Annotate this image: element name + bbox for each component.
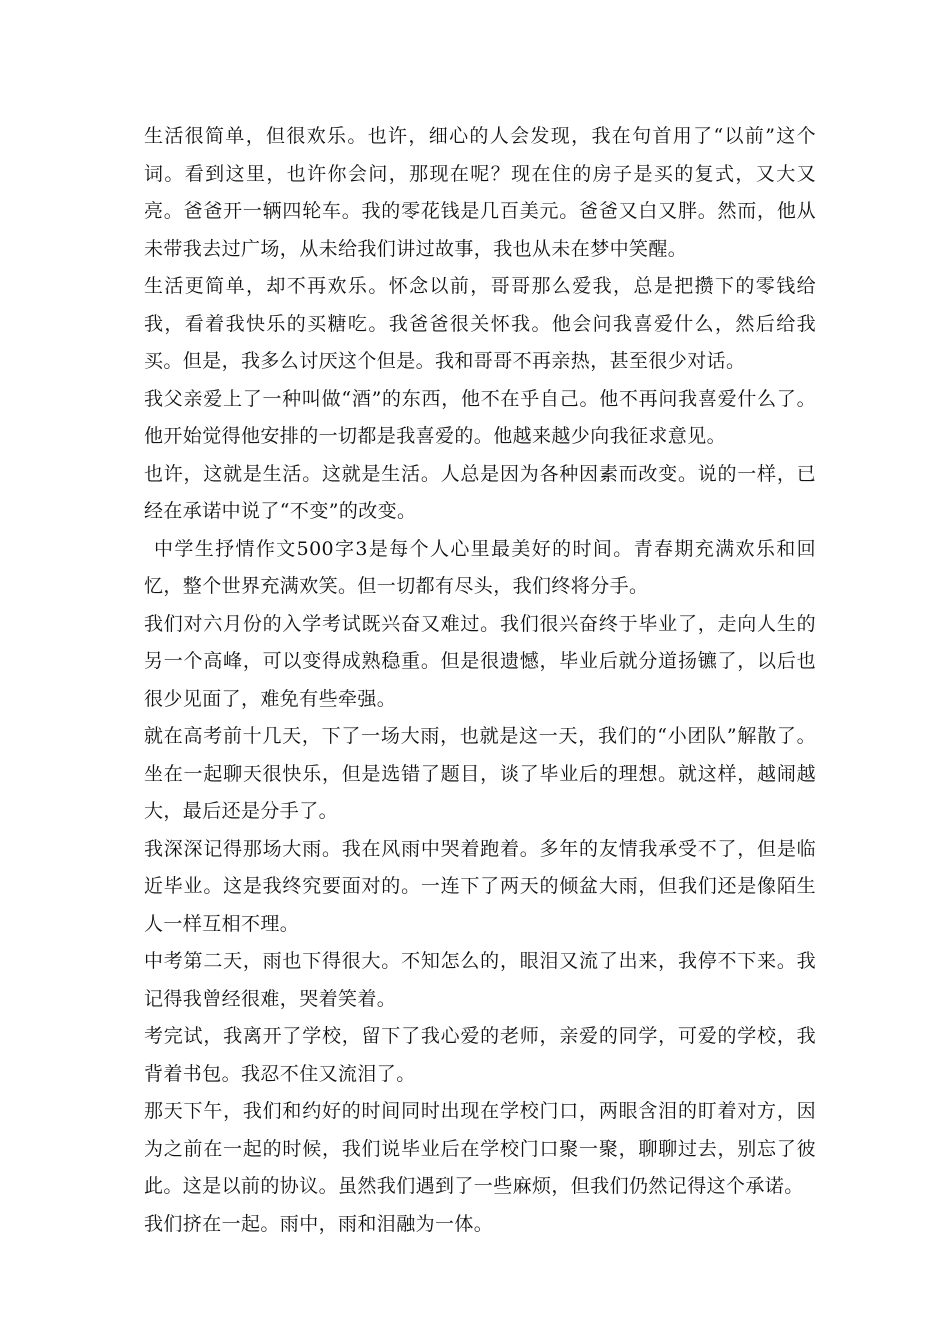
paragraph: 也许，这就是生活。这就是生活。人总是因为各种因素而改变。说的一样，已经在承诺中说了“不变”的改变。 — [144, 462, 816, 522]
paragraph: 我们对六月份的入学考试既兴奋又难过。我们很兴奋终于毕业了，走向人生的另一个高峰，可以变得成熟稳重。但是很遗憾，毕业后就分道扬镳了，以后也很少见面了，难免有些牵强。 — [144, 612, 816, 710]
paragraph: 我们挤在一起。雨中，雨和泪融为一体。 — [144, 1212, 494, 1235]
paragraph: 考完试，我离开了学校，留下了我心爱的老师，亲爱的同学，可爱的学校，我背着书包。我忍不住又流泪了。 — [144, 1025, 816, 1085]
paragraph: 就在高考前十几天，下了一场大雨，也就是这一天，我们的“小团队”解散了。坐在一起聊天很快乐，但是选错了题目，谈了毕业后的理想。就这样，越闹越大，最后还是分手了。 — [144, 725, 816, 822]
paragraph: 生活很简单，但很欢乐。也许，细心的人会发现，我在句首用了“以前”这个词。看到这里，也许你会问，那现在呢？现在住的房子是买的复式，又大又亮。爸爸开一辆四轮车。我的零花钱是几百美元。爸爸又白又胖。然而，他从未带我去过广场，从未给我们讲过故事，我也从未在梦中笑醒。 — [144, 125, 816, 260]
paragraph: 我父亲爱上了一种叫做“酒”的东西，他不在乎自己。他不再问我喜爱什么了。他开始觉得他安排的一切都是我喜爱的。他越来越少向我征求意见。 — [144, 387, 816, 447]
paragraph: 我深深记得那场大雨。我在风雨中哭着跑着。多年的友情我承受不了，但是临近毕业。这是我终究要面对的。一连下了两天的倾盆大雨，但我们还是像陌生人一样互相不理。 — [144, 837, 816, 935]
paragraph: 那天下午，我们和约好的时间同时出现在学校门口，两眼含泪的盯着对方，因为之前在一起的时候，我们说毕业后在学校门口聚一聚，聊聊过去，别忘了彼此。这是以前的协议。虽然我们遇到了一些麻烦，但我们仍然记得这个承诺。 — [144, 1100, 816, 1197]
paragraph: 中考第二天，雨也下得很大。不知怎么的，眼泪又流了出来，我停不下来。我记得我曾经很难，哭着笑着。 — [144, 950, 816, 1010]
paragraph: 中学生抒情作文500字3是每个人心里最美好的时间。青春期充满欢乐和回忆，整个世界充满欢笑。但一切都有尽头，我们终将分手。 — [144, 537, 816, 597]
paragraph: 生活更简单，却不再欢乐。怀念以前，哥哥那么爱我，总是把攒下的零钱给我，看着我快乐的买糖吃。我爸爸很关怀我。他会问我喜爱什么，然后给我买。但是，我多么讨厌这个但是。我和哥哥不再亲热，甚至很少对话。 — [144, 275, 816, 372]
document-body — [144, 118, 816, 1243]
